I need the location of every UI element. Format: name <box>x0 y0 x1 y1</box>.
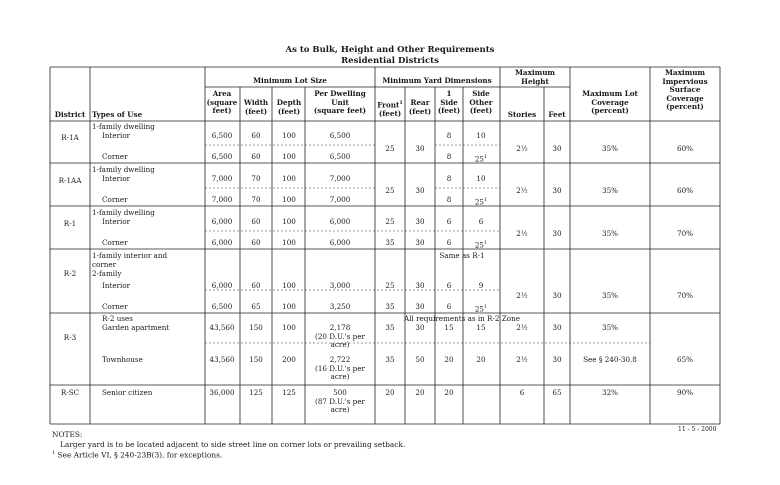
cell-width: 60 <box>251 281 261 290</box>
cell-side: 8 <box>446 131 452 140</box>
cell-pdu: 3,000 <box>329 281 351 290</box>
cell-width: 125 <box>249 388 263 397</box>
all-requirements: All requirements as in R-2 Zone <box>404 314 520 323</box>
cell-area: 6,500 <box>211 131 233 140</box>
cell-surface: 60% <box>677 186 693 195</box>
table-title: As to Bulk, Height and Other Requirements <box>285 45 495 55</box>
cell-surface: 70% <box>677 291 693 300</box>
cell-area: 7,000 <box>211 174 233 183</box>
cell-front: 20 <box>385 388 395 397</box>
cell-side: 15 <box>444 323 454 332</box>
use-r2-uses: R-2 uses <box>102 314 133 323</box>
note-1: Larger yard is to be located adjacent to side street line on corner lots or prevailing setback. <box>60 440 406 449</box>
cell-side: 6 <box>446 238 452 247</box>
cell-feet: 65 <box>552 388 562 397</box>
cell-depth: 100 <box>282 131 296 140</box>
cell-depth: 100 <box>282 238 296 247</box>
cell-stories: 6 <box>519 388 525 397</box>
cell-area: 43,560 <box>209 355 235 364</box>
cell-stories: 2½ <box>516 186 528 195</box>
cell-area: 36,000 <box>209 388 235 397</box>
cell-front: 35 <box>385 302 395 311</box>
cell-surface: 90% <box>677 388 693 397</box>
cell-stories: 2½ <box>516 229 528 238</box>
header-width: Width (feet) <box>243 98 269 116</box>
cell-area: 6,500 <box>211 152 233 161</box>
header-stories: Stories <box>507 110 537 119</box>
cell-depth: 100 <box>282 217 296 226</box>
use-interior: Interior <box>102 281 131 290</box>
district-r1a: R-1A <box>61 133 79 142</box>
use-corner: Corner <box>102 152 128 161</box>
cell-lot-coverage: 35% <box>602 144 618 153</box>
cell-rear: 50 <box>415 355 425 364</box>
use-corner: Corner <box>102 238 128 247</box>
cell-other: $25^1$ <box>474 304 488 314</box>
cell-front: 35 <box>385 355 395 364</box>
cell-area: 6,000 <box>211 217 233 226</box>
notes-title: NOTES: <box>52 430 83 439</box>
header-side-other: Side Other (feet) <box>469 89 493 116</box>
header-area: Area (square feet) <box>206 89 238 116</box>
use-title: 1-family interior and <box>92 251 168 260</box>
header-min-lot-size: Minimum Lot Size <box>253 76 327 85</box>
cell-width: 60 <box>251 152 261 161</box>
note-2: $^1$ See Article VI, § 240-23B(3), for exceptions. <box>52 450 223 460</box>
use-interior: Interior <box>102 217 131 226</box>
cell-other: 20 <box>476 355 486 364</box>
revision-date: 11 - 5 - 2000 <box>678 426 717 433</box>
cell-side: 8 <box>446 195 452 204</box>
cell-other: 10 <box>476 174 486 183</box>
use-title: 1-family dwelling <box>92 165 155 174</box>
cell-side: 20 <box>444 355 454 364</box>
cell-depth: 100 <box>282 302 296 311</box>
cell-area: 6,500 <box>211 302 233 311</box>
header-one-side: 1 Side (feet) <box>437 89 461 116</box>
use-corner: Corner <box>102 195 128 204</box>
district-r1: R-1 <box>63 219 77 228</box>
cell-lot-coverage: 32% <box>602 388 618 397</box>
cell-other: $25^1$ <box>474 154 488 164</box>
cell-front: 25 <box>385 186 395 195</box>
header-type-of-use: Types of Use <box>92 110 143 119</box>
same-as-r1: Same as R-1 <box>439 251 485 260</box>
cell-feet: 30 <box>552 291 562 300</box>
use-interior: Interior <box>102 174 131 183</box>
cell-other: 9 <box>478 281 484 290</box>
cell-other: 10 <box>476 131 486 140</box>
cell-pdu: 2,722 (16 D.U.'s per acre) <box>315 355 365 382</box>
header-lot-coverage: Maximum Lot Coverage (percent) <box>582 89 638 116</box>
cell-front: 35 <box>385 238 395 247</box>
cell-front: 25 <box>385 144 395 153</box>
cell-stories: 2½ <box>516 355 528 364</box>
district-r1aa: R-1AA <box>58 176 82 185</box>
cell-other: 15 <box>476 323 486 332</box>
cell-side: 6 <box>446 217 452 226</box>
cell-area: 6,000 <box>211 281 233 290</box>
header-per-dwelling: Per Dwelling Unit (square feet) <box>313 89 367 116</box>
cell-front: 25 <box>385 281 395 290</box>
district-r3: R-3 <box>63 333 77 342</box>
cell-other: 6 <box>478 217 484 226</box>
cell-width: 70 <box>251 195 261 204</box>
cell-rear: 30 <box>415 186 425 195</box>
use-title: corner <box>92 260 117 269</box>
cell-depth: 200 <box>282 355 296 364</box>
use-title: 1-family dwelling <box>92 122 155 131</box>
cell-depth: 125 <box>282 388 296 397</box>
use-title: 2-family <box>92 269 122 278</box>
cell-width: 60 <box>251 217 261 226</box>
cell-feet: 30 <box>552 229 562 238</box>
cell-lot-coverage: 35% <box>602 291 618 300</box>
cell-rear: 20 <box>415 388 425 397</box>
cell-lot-coverage: See § 240-30.8 <box>583 355 637 364</box>
cell-pdu: 3,250 <box>329 302 351 311</box>
cell-lot-coverage: 35% <box>602 323 618 332</box>
cell-surface: 70% <box>677 229 693 238</box>
cell-width: 70 <box>251 174 261 183</box>
cell-other: $25^1$ <box>474 240 488 250</box>
use-title: 1-family dwelling <box>92 208 155 217</box>
cell-pdu: 6,000 <box>329 238 351 247</box>
cell-depth: 100 <box>282 323 296 332</box>
header-min-yard: Minimum Yard Dimensions <box>382 76 492 85</box>
cell-rear: 30 <box>415 217 425 226</box>
cell-feet: 30 <box>552 186 562 195</box>
cell-surface: 65% <box>677 355 693 364</box>
cell-side: 6 <box>446 281 452 290</box>
cell-feet: 30 <box>552 323 562 332</box>
cell-pdu: 500 (87 D.U.'s per acre) <box>315 388 365 415</box>
use-townhouse: Townhouse <box>102 355 143 364</box>
use-corner: Corner <box>102 302 128 311</box>
table-subtitle: Residential Districts <box>341 56 439 66</box>
cell-stories: 2½ <box>516 291 528 300</box>
cell-width: 150 <box>249 323 263 332</box>
cell-surface: 60% <box>677 144 693 153</box>
cell-rear: 30 <box>415 302 425 311</box>
cell-rear: 30 <box>415 323 425 332</box>
cell-depth: 100 <box>282 281 296 290</box>
cell-depth: 100 <box>282 174 296 183</box>
district-rsc: R-SC <box>60 388 80 397</box>
cell-area: 43,560 <box>209 323 235 332</box>
cell-front: 25 <box>385 217 395 226</box>
cell-depth: 100 <box>282 195 296 204</box>
cell-side: 8 <box>446 174 452 183</box>
header-feet: Feet <box>548 110 566 119</box>
cell-pdu: 7,000 <box>329 195 351 204</box>
header-rear: Rear (feet) <box>408 98 432 116</box>
cell-pdu: 6,500 <box>329 131 351 140</box>
header-max-impervious: Maximum Impervious Surface Coverage (percent) <box>662 68 708 112</box>
cell-rear: 30 <box>415 144 425 153</box>
cell-pdu: 7,000 <box>329 174 351 183</box>
cell-lot-coverage: 35% <box>602 186 618 195</box>
header-district: District <box>54 110 86 119</box>
cell-rear: 30 <box>415 281 425 290</box>
cell-feet: 30 <box>552 144 562 153</box>
cell-other: $25^1$ <box>474 197 488 207</box>
use-garden-apartment: Garden apartment <box>102 323 170 332</box>
cell-width: 60 <box>251 238 261 247</box>
cell-pdu: 2,178 (20 D.U.'s per acre) <box>315 323 365 350</box>
cell-side: 8 <box>446 152 452 161</box>
cell-lot-coverage: 35% <box>602 229 618 238</box>
cell-area: 7,000 <box>211 195 233 204</box>
cell-rear: 30 <box>415 238 425 247</box>
cell-side: 20 <box>444 388 454 397</box>
use-senior-citizen: Senior citizen <box>102 388 153 397</box>
cell-front: 35 <box>385 323 395 332</box>
cell-stories: 2½ <box>516 144 528 153</box>
cell-width: 65 <box>251 302 261 311</box>
cell-width: 150 <box>249 355 263 364</box>
cell-area: 6,000 <box>211 238 233 247</box>
cell-width: 60 <box>251 131 261 140</box>
cell-pdu: 6,000 <box>329 217 351 226</box>
cell-side: 6 <box>446 302 452 311</box>
header-depth: Depth (feet) <box>276 98 302 116</box>
cell-pdu: 6,500 <box>329 152 351 161</box>
use-interior: Interior <box>102 131 131 140</box>
district-r2: R-2 <box>63 269 77 278</box>
header-max-height: Maximum Height <box>514 68 556 86</box>
cell-depth: 100 <box>282 152 296 161</box>
header-front: Front$^1$ (feet) <box>377 100 403 118</box>
cell-stories: 2½ <box>516 323 528 332</box>
cell-feet: 30 <box>552 355 562 364</box>
